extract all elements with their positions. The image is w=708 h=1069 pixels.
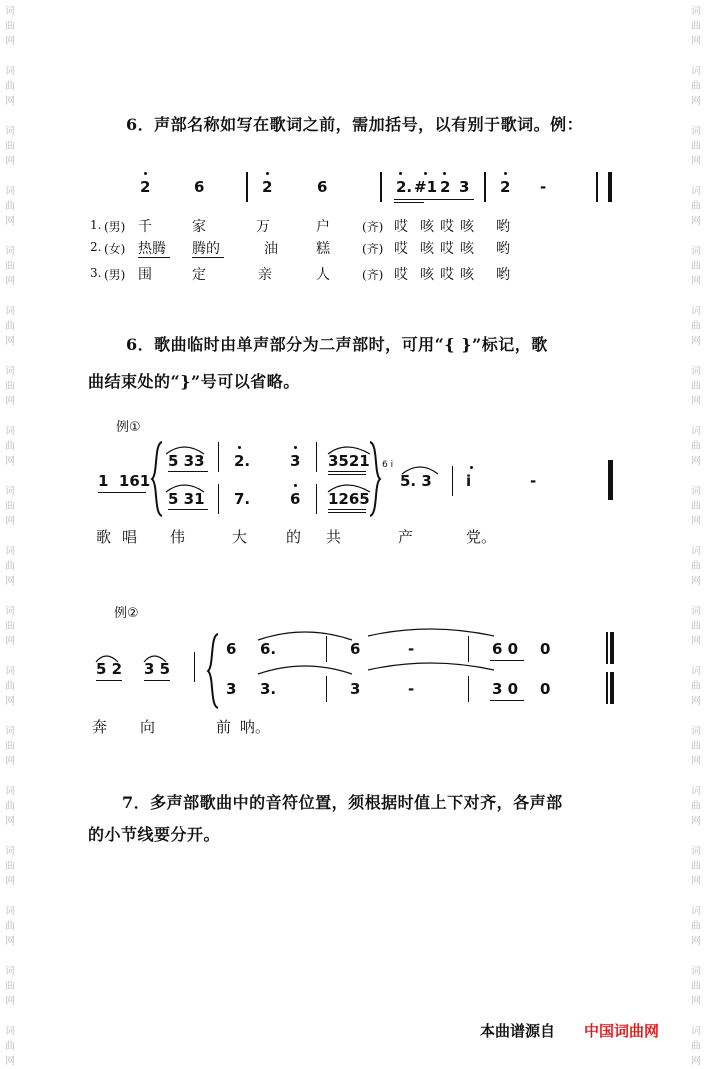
footer-source-label: 本曲谱源自	[480, 1022, 556, 1040]
watermark-glyph: 词 曲 网	[5, 906, 15, 947]
grace-notes: 6 i	[382, 460, 394, 470]
barline	[326, 636, 327, 662]
final-barline	[610, 672, 614, 704]
watermark-glyph: 词 曲 网	[691, 66, 701, 107]
watermark-glyph: 词 曲 网	[5, 846, 15, 887]
watermark-glyph: 词 曲 网	[5, 186, 15, 227]
barline	[326, 676, 327, 702]
lower-notes: 5 31	[168, 490, 205, 508]
watermark-glyph: 词 曲 网	[691, 846, 701, 887]
final-barline	[608, 172, 612, 202]
barline	[218, 442, 219, 472]
watermark-glyph: 词 曲 网	[691, 6, 701, 47]
lyric: 大	[232, 528, 248, 546]
watermark-glyph: 词 曲 网	[691, 786, 701, 827]
barline	[380, 172, 382, 202]
barline	[194, 652, 195, 682]
lyric: 共	[326, 528, 342, 546]
barline	[316, 484, 317, 514]
watermark-glyph: 词 曲 网	[691, 666, 701, 707]
brace-close	[368, 440, 382, 518]
watermark-glyph: 词 曲 网	[5, 966, 15, 1007]
lyric: 奔	[92, 718, 108, 736]
ties	[250, 626, 510, 676]
barline	[246, 172, 248, 202]
section-2-title-line-1: 6．歌曲临时由单声部分为二声部时，可用“{ }”标记，歌	[126, 335, 548, 354]
section-3-title-line-2: 的小节线要分开。	[88, 825, 221, 844]
note: -	[540, 178, 547, 196]
watermark-glyph: 词 曲 网	[5, 666, 15, 707]
section-1-title: 6．声部名称如写在歌词之前，需加括号，以有别于歌词。例：	[126, 115, 584, 134]
section-2-title-line-2: 曲结束处的“}”号可以省略。	[88, 372, 300, 391]
watermark-glyph: 词 曲 网	[5, 126, 15, 167]
note: 2	[140, 178, 151, 196]
watermark-glyph: 词 曲 网	[691, 186, 701, 227]
lyric: 向	[140, 718, 156, 736]
note: 2	[262, 178, 273, 196]
watermark-right	[688, 0, 706, 1069]
watermark-glyph: 词 曲 网	[5, 426, 15, 467]
brace-open	[206, 632, 220, 710]
watermark-glyph: 词 曲 网	[691, 726, 701, 767]
lyric: 唱	[122, 528, 138, 546]
watermark-glyph: 词 曲 网	[691, 366, 701, 407]
lyric: 前	[216, 718, 232, 736]
watermark-glyph: 词 曲 网	[691, 546, 701, 587]
barline	[452, 466, 453, 496]
final-barline	[608, 460, 613, 500]
watermark-glyph: 词 曲 网	[5, 546, 15, 587]
example-3-label: 例②	[114, 606, 139, 621]
watermark-glyph: 词 曲 网	[5, 606, 15, 647]
watermark-glyph: 词 曲 网	[5, 786, 15, 827]
note: 2	[500, 178, 511, 196]
final-barline	[606, 632, 608, 664]
watermark-glyph: 词 曲 网	[5, 366, 15, 407]
lyric: 呐。	[240, 718, 271, 736]
note: 6	[317, 178, 328, 196]
watermark-glyph: 词 曲 网	[5, 66, 15, 107]
watermark-glyph: 词 曲 网	[5, 6, 15, 47]
watermark-glyph: 词 曲 网	[691, 426, 701, 467]
section-3-title-line-1: 7．多声部歌曲中的音符位置，须根据时值上下对齐，各声部	[122, 793, 563, 812]
note: 2.	[396, 178, 413, 196]
lyric: 的	[286, 528, 302, 546]
slur	[400, 460, 440, 476]
lyric: 伟	[170, 528, 186, 546]
watermark-glyph: 词 曲 网	[5, 1026, 15, 1067]
watermark-glyph: 词 曲 网	[691, 966, 701, 1007]
watermark-glyph: 词 曲 网	[5, 246, 15, 287]
note: 3	[459, 178, 470, 196]
barline	[468, 676, 469, 702]
watermark-glyph: 词 曲 网	[691, 906, 701, 947]
upper-notes: 5 33	[168, 452, 205, 470]
barline	[316, 442, 317, 472]
note: #1	[414, 178, 438, 196]
watermark-left	[2, 0, 20, 1069]
watermark-glyph: 词 曲 网	[691, 1026, 701, 1067]
note: 6	[194, 178, 205, 196]
watermark-glyph: 词 曲 网	[691, 606, 701, 647]
watermark-glyph: 词 曲 网	[5, 726, 15, 767]
footer-site-link[interactable]: 中国词曲网	[584, 1022, 660, 1040]
note: 2	[440, 178, 451, 196]
barline	[596, 172, 598, 202]
watermark-glyph: 词 曲 网	[691, 126, 701, 167]
watermark-glyph: 词 曲 网	[691, 486, 701, 527]
barline	[218, 484, 219, 514]
final-barline	[610, 632, 614, 664]
lyric: 产	[398, 528, 414, 546]
watermark-glyph: 词 曲 网	[5, 306, 15, 347]
lyric: 歌	[96, 528, 112, 546]
watermark-glyph: 词 曲 网	[691, 306, 701, 347]
barline	[468, 636, 469, 662]
barline	[484, 172, 486, 202]
final-barline	[606, 672, 608, 704]
lead-notes: 1 161	[98, 472, 151, 490]
lyric: 党。	[466, 528, 497, 546]
watermark-glyph: 词 曲 网	[691, 246, 701, 287]
watermark-glyph: 词 曲 网	[5, 486, 15, 527]
example-2-label: 例①	[116, 420, 141, 435]
